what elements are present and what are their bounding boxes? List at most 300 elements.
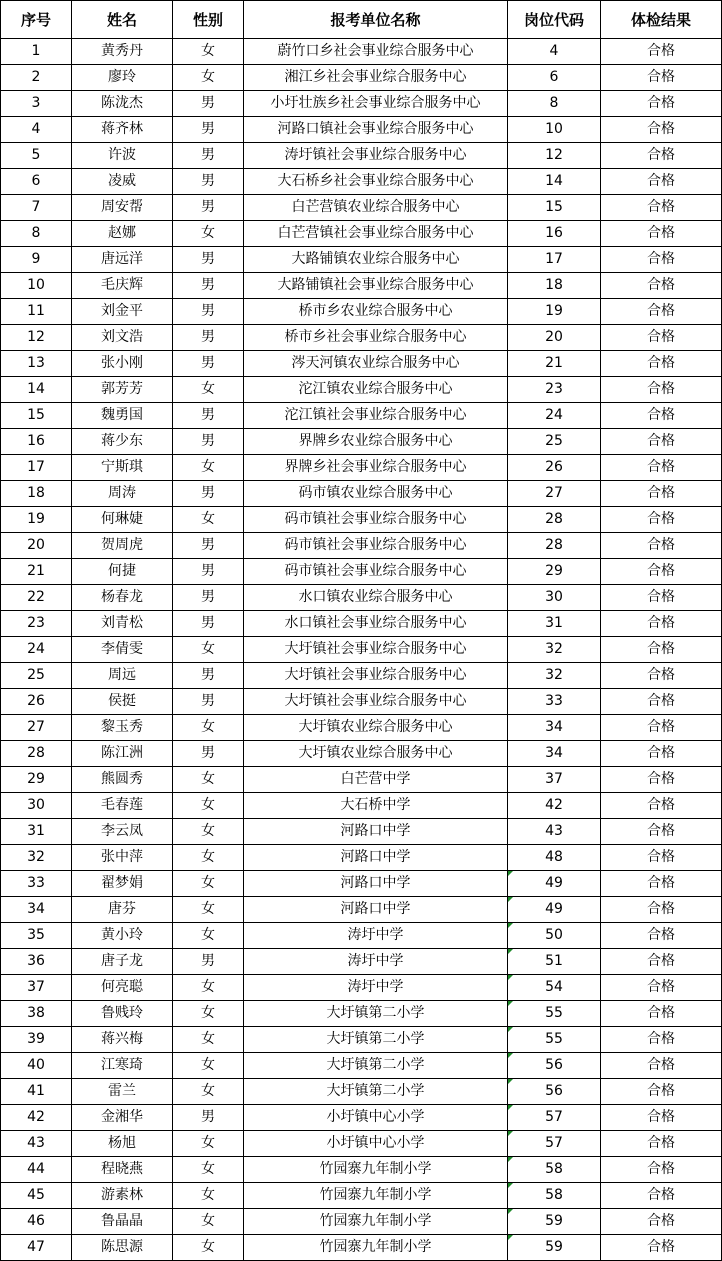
- cell-code: 49: [508, 871, 601, 897]
- cell-unit: 大圩镇第二小学: [244, 1027, 508, 1053]
- cell-index: 15: [1, 403, 72, 429]
- table-row: [1, 1235, 722, 1261]
- cell-gender: 女: [173, 1001, 244, 1027]
- cell-name: 陈泷杰: [72, 91, 173, 117]
- cell-gender: 女: [173, 1183, 244, 1209]
- cell-gender: 男: [173, 195, 244, 221]
- cell-index: 27: [1, 715, 72, 741]
- cell-gender: 男: [173, 689, 244, 715]
- table-row: [1, 351, 722, 377]
- cell-name: 杨春龙: [72, 585, 173, 611]
- cell-code: 25: [508, 429, 601, 455]
- header-gender: 性别: [173, 1, 244, 39]
- cell-name: 黄秀丹: [72, 39, 173, 65]
- table-row: [1, 377, 722, 403]
- cell-index: 3: [1, 91, 72, 117]
- cell-unit: 大石桥中学: [244, 793, 508, 819]
- cell-code: 50: [508, 923, 601, 949]
- cell-name: 鲁贱玲: [72, 1001, 173, 1027]
- cell-name: 廖玲: [72, 65, 173, 91]
- cell-name: 周安帮: [72, 195, 173, 221]
- cell-gender: 男: [173, 351, 244, 377]
- cell-gender: 男: [173, 611, 244, 637]
- cell-unit: 大圩镇农业综合服务中心: [244, 741, 508, 767]
- cell-result: 合格: [601, 455, 722, 481]
- table-row: [1, 195, 722, 221]
- cell-result: 合格: [601, 975, 722, 1001]
- cell-code: 21: [508, 351, 601, 377]
- cell-gender: 女: [173, 39, 244, 65]
- cell-result: 合格: [601, 221, 722, 247]
- cell-gender: 女: [173, 923, 244, 949]
- table-row: [1, 1001, 722, 1027]
- cell-result: 合格: [601, 871, 722, 897]
- cell-result: 合格: [601, 377, 722, 403]
- cell-unit: 大圩镇社会事业综合服务中心: [244, 663, 508, 689]
- table-row: [1, 767, 722, 793]
- cell-name: 鲁晶晶: [72, 1209, 173, 1235]
- cell-index: 46: [1, 1209, 72, 1235]
- cell-unit: 蔚竹口乡社会事业综合服务中心: [244, 39, 508, 65]
- cell-unit: 界牌乡农业综合服务中心: [244, 429, 508, 455]
- cell-name: 张中萍: [72, 845, 173, 871]
- table-row: [1, 247, 722, 273]
- cell-index: 29: [1, 767, 72, 793]
- cell-gender: 男: [173, 429, 244, 455]
- cell-result: 合格: [601, 533, 722, 559]
- table-row: [1, 897, 722, 923]
- cell-unit: 大圩镇社会事业综合服务中心: [244, 637, 508, 663]
- cell-result: 合格: [601, 1105, 722, 1131]
- cell-name: 何琳婕: [72, 507, 173, 533]
- cell-index: 31: [1, 819, 72, 845]
- cell-gender: 女: [173, 507, 244, 533]
- cell-gender: 女: [173, 455, 244, 481]
- cell-name: 何亮聪: [72, 975, 173, 1001]
- cell-unit: 大圩镇第二小学: [244, 1079, 508, 1105]
- cell-code: 28: [508, 533, 601, 559]
- cell-code: 19: [508, 299, 601, 325]
- cell-gender: 女: [173, 819, 244, 845]
- header-code: 岗位代码: [508, 1, 601, 39]
- table-body: [1, 39, 722, 1261]
- cell-name: 毛庆辉: [72, 273, 173, 299]
- cell-result: 合格: [601, 429, 722, 455]
- cell-unit: 沱江镇社会事业综合服务中心: [244, 403, 508, 429]
- cell-unit: 竹园寨九年制小学: [244, 1157, 508, 1183]
- table-row: [1, 741, 722, 767]
- cell-index: 47: [1, 1235, 72, 1261]
- cell-name: 雷兰: [72, 1079, 173, 1105]
- cell-unit: 涛圩镇社会事业综合服务中心: [244, 143, 508, 169]
- cell-result: 合格: [601, 1157, 722, 1183]
- cell-name: 程晓燕: [72, 1157, 173, 1183]
- cell-name: 江寒琦: [72, 1053, 173, 1079]
- table-row: [1, 1053, 722, 1079]
- cell-unit: 河路口中学: [244, 897, 508, 923]
- cell-index: 2: [1, 65, 72, 91]
- cell-name: 周远: [72, 663, 173, 689]
- cell-code: 48: [508, 845, 601, 871]
- cell-code: 33: [508, 689, 601, 715]
- cell-name: 陈江洲: [72, 741, 173, 767]
- cell-result: 合格: [601, 299, 722, 325]
- cell-index: 35: [1, 923, 72, 949]
- cell-gender: 女: [173, 897, 244, 923]
- cell-code: 26: [508, 455, 601, 481]
- table-row: [1, 845, 722, 871]
- cell-gender: 男: [173, 247, 244, 273]
- cell-unit: 小圩镇中心小学: [244, 1131, 508, 1157]
- cell-index: 36: [1, 949, 72, 975]
- cell-index: 1: [1, 39, 72, 65]
- cell-code: 57: [508, 1131, 601, 1157]
- table-row: [1, 611, 722, 637]
- table-row: [1, 689, 722, 715]
- cell-unit: 大圩镇农业综合服务中心: [244, 715, 508, 741]
- table-row: [1, 793, 722, 819]
- cell-name: 黎玉秀: [72, 715, 173, 741]
- cell-code: 14: [508, 169, 601, 195]
- table-row: [1, 1209, 722, 1235]
- cell-name: 凌威: [72, 169, 173, 195]
- cell-gender: 女: [173, 1157, 244, 1183]
- cell-result: 合格: [601, 195, 722, 221]
- cell-result: 合格: [601, 273, 722, 299]
- cell-gender: 女: [173, 767, 244, 793]
- cell-code: 17: [508, 247, 601, 273]
- table-row: [1, 91, 722, 117]
- cell-code: 10: [508, 117, 601, 143]
- cell-unit: 码市镇社会事业综合服务中心: [244, 533, 508, 559]
- table-row: [1, 1131, 722, 1157]
- cell-name: 杨旭: [72, 1131, 173, 1157]
- cell-index: 14: [1, 377, 72, 403]
- cell-unit: 河路口镇社会事业综合服务中心: [244, 117, 508, 143]
- cell-result: 合格: [601, 65, 722, 91]
- cell-index: 10: [1, 273, 72, 299]
- table-row: [1, 481, 722, 507]
- cell-gender: 女: [173, 1079, 244, 1105]
- cell-unit: 涔天河镇农业综合服务中心: [244, 351, 508, 377]
- cell-index: 21: [1, 559, 72, 585]
- cell-gender: 女: [173, 377, 244, 403]
- table-row: [1, 949, 722, 975]
- cell-gender: 女: [173, 1131, 244, 1157]
- cell-gender: 男: [173, 169, 244, 195]
- cell-result: 合格: [601, 637, 722, 663]
- cell-unit: 水口镇社会事业综合服务中心: [244, 611, 508, 637]
- cell-gender: 女: [173, 1235, 244, 1261]
- cell-index: 9: [1, 247, 72, 273]
- cell-result: 合格: [601, 1183, 722, 1209]
- cell-index: 33: [1, 871, 72, 897]
- cell-unit: 大石桥乡社会事业综合服务中心: [244, 169, 508, 195]
- cell-index: 30: [1, 793, 72, 819]
- table-row: [1, 819, 722, 845]
- cell-gender: 男: [173, 559, 244, 585]
- cell-unit: 码市镇社会事业综合服务中心: [244, 507, 508, 533]
- table-row: [1, 1183, 722, 1209]
- cell-result: 合格: [601, 585, 722, 611]
- cell-name: 黄小玲: [72, 923, 173, 949]
- table-row: [1, 325, 722, 351]
- cell-index: 43: [1, 1131, 72, 1157]
- cell-index: 37: [1, 975, 72, 1001]
- cell-index: 45: [1, 1183, 72, 1209]
- cell-result: 合格: [601, 403, 722, 429]
- table-row: [1, 585, 722, 611]
- cell-unit: 沱江镇农业综合服务中心: [244, 377, 508, 403]
- cell-gender: 男: [173, 1105, 244, 1131]
- table-row: [1, 429, 722, 455]
- cell-index: 17: [1, 455, 72, 481]
- cell-code: 28: [508, 507, 601, 533]
- cell-name: 刘文浩: [72, 325, 173, 351]
- cell-code: 29: [508, 559, 601, 585]
- cell-unit: 涛圩中学: [244, 949, 508, 975]
- cell-result: 合格: [601, 715, 722, 741]
- cell-gender: 女: [173, 1209, 244, 1235]
- cell-result: 合格: [601, 559, 722, 585]
- cell-code: 56: [508, 1079, 601, 1105]
- cell-result: 合格: [601, 611, 722, 637]
- cell-result: 合格: [601, 1053, 722, 1079]
- cell-unit: 大圩镇第二小学: [244, 1001, 508, 1027]
- cell-code: 15: [508, 195, 601, 221]
- cell-name: 赵娜: [72, 221, 173, 247]
- cell-gender: 男: [173, 325, 244, 351]
- cell-unit: 河路口中学: [244, 845, 508, 871]
- cell-code: 57: [508, 1105, 601, 1131]
- cell-name: 刘金平: [72, 299, 173, 325]
- cell-index: 8: [1, 221, 72, 247]
- cell-name: 侯挺: [72, 689, 173, 715]
- cell-gender: 女: [173, 65, 244, 91]
- cell-unit: 小圩镇中心小学: [244, 1105, 508, 1131]
- cell-result: 合格: [601, 793, 722, 819]
- cell-code: 16: [508, 221, 601, 247]
- table-row: [1, 143, 722, 169]
- cell-result: 合格: [601, 169, 722, 195]
- cell-code: 43: [508, 819, 601, 845]
- cell-gender: 女: [173, 1027, 244, 1053]
- cell-unit: 白芒营镇农业综合服务中心: [244, 195, 508, 221]
- table-row: [1, 975, 722, 1001]
- cell-code: 32: [508, 663, 601, 689]
- cell-name: 游素林: [72, 1183, 173, 1209]
- cell-unit: 桥市乡社会事业综合服务中心: [244, 325, 508, 351]
- cell-unit: 白芒营镇社会事业综合服务中心: [244, 221, 508, 247]
- cell-index: 12: [1, 325, 72, 351]
- table-row: [1, 533, 722, 559]
- cell-index: 5: [1, 143, 72, 169]
- cell-unit: 界牌乡社会事业综合服务中心: [244, 455, 508, 481]
- cell-code: 58: [508, 1183, 601, 1209]
- cell-gender: 男: [173, 585, 244, 611]
- cell-result: 合格: [601, 949, 722, 975]
- cell-unit: 涛圩中学: [244, 975, 508, 1001]
- cell-result: 合格: [601, 325, 722, 351]
- cell-gender: 女: [173, 221, 244, 247]
- cell-code: 24: [508, 403, 601, 429]
- cell-gender: 女: [173, 715, 244, 741]
- cell-name: 许波: [72, 143, 173, 169]
- cell-unit: 大圩镇社会事业综合服务中心: [244, 689, 508, 715]
- cell-result: 合格: [601, 897, 722, 923]
- cell-name: 刘青松: [72, 611, 173, 637]
- cell-index: 32: [1, 845, 72, 871]
- cell-name: 贺周虎: [72, 533, 173, 559]
- cell-name: 蒋兴梅: [72, 1027, 173, 1053]
- cell-index: 7: [1, 195, 72, 221]
- cell-result: 合格: [601, 1235, 722, 1261]
- cell-name: 蒋齐林: [72, 117, 173, 143]
- cell-result: 合格: [601, 247, 722, 273]
- header-index: 序号: [1, 1, 72, 39]
- cell-unit: 码市镇社会事业综合服务中心: [244, 559, 508, 585]
- cell-gender: 男: [173, 91, 244, 117]
- cell-index: 16: [1, 429, 72, 455]
- cell-code: 20: [508, 325, 601, 351]
- cell-code: 12: [508, 143, 601, 169]
- cell-code: 56: [508, 1053, 601, 1079]
- cell-gender: 男: [173, 481, 244, 507]
- cell-name: 李云凤: [72, 819, 173, 845]
- table-row: [1, 1027, 722, 1053]
- cell-index: 41: [1, 1079, 72, 1105]
- cell-name: 蒋少东: [72, 429, 173, 455]
- cell-gender: 女: [173, 793, 244, 819]
- cell-code: 42: [508, 793, 601, 819]
- cell-index: 20: [1, 533, 72, 559]
- cell-code: 6: [508, 65, 601, 91]
- cell-index: 34: [1, 897, 72, 923]
- cell-code: 8: [508, 91, 601, 117]
- cell-code: 55: [508, 1027, 601, 1053]
- cell-gender: 男: [173, 299, 244, 325]
- cell-name: 熊圆秀: [72, 767, 173, 793]
- cell-result: 合格: [601, 845, 722, 871]
- cell-code: 31: [508, 611, 601, 637]
- table-row: [1, 455, 722, 481]
- cell-result: 合格: [601, 143, 722, 169]
- cell-gender: 男: [173, 143, 244, 169]
- table-row: [1, 559, 722, 585]
- cell-unit: 桥市乡农业综合服务中心: [244, 299, 508, 325]
- cell-name: 宁斯琪: [72, 455, 173, 481]
- cell-unit: 竹园寨九年制小学: [244, 1183, 508, 1209]
- table-row: [1, 507, 722, 533]
- cell-code: 37: [508, 767, 601, 793]
- cell-index: 18: [1, 481, 72, 507]
- cell-name: 魏勇国: [72, 403, 173, 429]
- table-row: [1, 299, 722, 325]
- cell-gender: 男: [173, 117, 244, 143]
- cell-code: 18: [508, 273, 601, 299]
- cell-gender: 女: [173, 637, 244, 663]
- cell-result: 合格: [601, 767, 722, 793]
- cell-unit: 大圩镇第二小学: [244, 1053, 508, 1079]
- cell-code: 54: [508, 975, 601, 1001]
- cell-name: 翟梦娟: [72, 871, 173, 897]
- cell-index: 22: [1, 585, 72, 611]
- table-row: [1, 117, 722, 143]
- cell-unit: 小圩壮族乡社会事业综合服务中心: [244, 91, 508, 117]
- table-row: [1, 221, 722, 247]
- table-row: [1, 403, 722, 429]
- cell-gender: 男: [173, 273, 244, 299]
- table-row: [1, 273, 722, 299]
- cell-unit: 码市镇农业综合服务中心: [244, 481, 508, 507]
- table-row: [1, 1079, 722, 1105]
- cell-name: 陈思源: [72, 1235, 173, 1261]
- cell-gender: 女: [173, 871, 244, 897]
- cell-unit: 河路口中学: [244, 819, 508, 845]
- cell-index: 25: [1, 663, 72, 689]
- cell-code: 27: [508, 481, 601, 507]
- cell-name: 唐子龙: [72, 949, 173, 975]
- cell-result: 合格: [601, 1027, 722, 1053]
- cell-gender: 女: [173, 1053, 244, 1079]
- cell-index: 19: [1, 507, 72, 533]
- cell-code: 32: [508, 637, 601, 663]
- cell-unit: 涛圩中学: [244, 923, 508, 949]
- cell-name: 毛春莲: [72, 793, 173, 819]
- cell-unit: 河路口中学: [244, 871, 508, 897]
- table-row: [1, 39, 722, 65]
- cell-result: 合格: [601, 1079, 722, 1105]
- cell-result: 合格: [601, 481, 722, 507]
- cell-unit: 竹园寨九年制小学: [244, 1209, 508, 1235]
- cell-index: 39: [1, 1027, 72, 1053]
- cell-index: 38: [1, 1001, 72, 1027]
- header-unit: 报考单位名称: [244, 1, 508, 39]
- cell-index: 4: [1, 117, 72, 143]
- cell-name: 何捷: [72, 559, 173, 585]
- cell-index: 26: [1, 689, 72, 715]
- cell-unit: 竹园寨九年制小学: [244, 1235, 508, 1261]
- header-name: 姓名: [72, 1, 173, 39]
- cell-result: 合格: [601, 91, 722, 117]
- header-row: [1, 1, 722, 39]
- cell-name: 李倩雯: [72, 637, 173, 663]
- cell-code: 59: [508, 1235, 601, 1261]
- cell-name: 金湘华: [72, 1105, 173, 1131]
- cell-unit: 水口镇农业综合服务中心: [244, 585, 508, 611]
- cell-code: 58: [508, 1157, 601, 1183]
- cell-name: 郭芳芳: [72, 377, 173, 403]
- table-row: [1, 923, 722, 949]
- cell-index: 28: [1, 741, 72, 767]
- cell-result: 合格: [601, 117, 722, 143]
- table-row: [1, 871, 722, 897]
- cell-code: 49: [508, 897, 601, 923]
- cell-result: 合格: [601, 923, 722, 949]
- cell-result: 合格: [601, 819, 722, 845]
- cell-unit: 大路铺镇社会事业综合服务中心: [244, 273, 508, 299]
- cell-result: 合格: [601, 689, 722, 715]
- cell-gender: 男: [173, 741, 244, 767]
- cell-unit: 大路铺镇农业综合服务中心: [244, 247, 508, 273]
- cell-index: 24: [1, 637, 72, 663]
- cell-code: 23: [508, 377, 601, 403]
- cell-index: 23: [1, 611, 72, 637]
- cell-index: 40: [1, 1053, 72, 1079]
- cell-result: 合格: [601, 1001, 722, 1027]
- cell-code: 59: [508, 1209, 601, 1235]
- cell-index: 44: [1, 1157, 72, 1183]
